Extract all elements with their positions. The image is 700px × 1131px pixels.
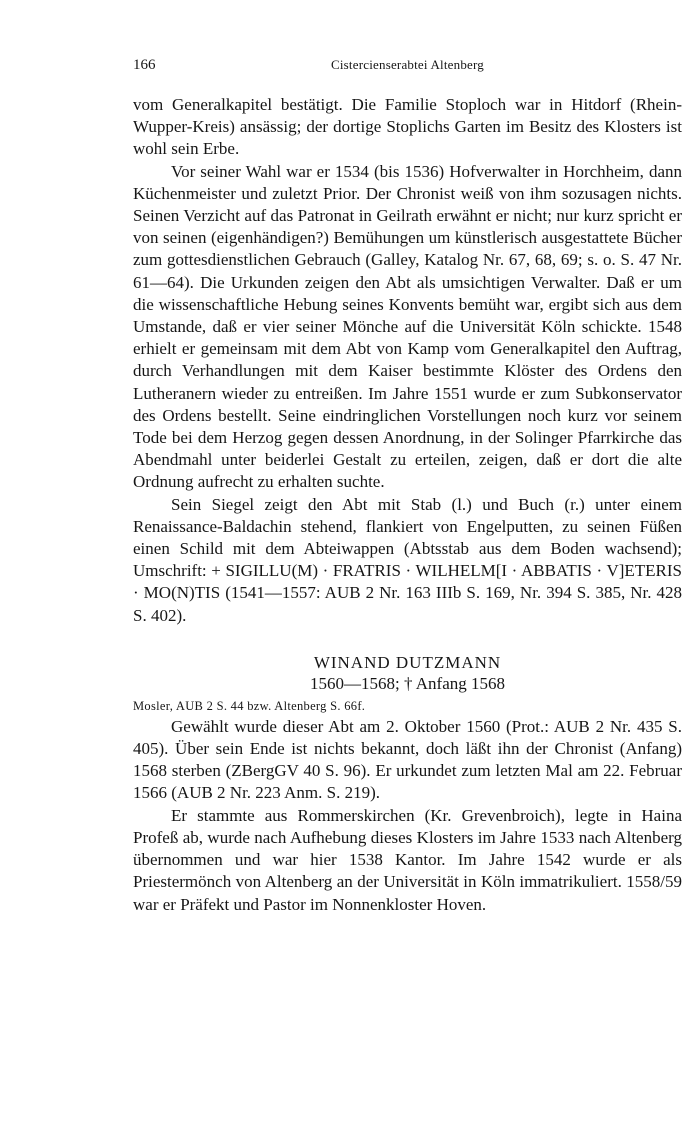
paragraph: vom Generalkapitel bestätigt. Die Familie Stoploch war in Hitdorf (Rhein-Wupper-Kreis) ansässig; der dortige Stoplichs Garten im Besitz des Klosters ist wohl sein Erbe. (133, 95, 682, 159)
page-body (133, 94, 682, 916)
paragraph: Vor seiner Wahl war er 1534 (bis 1536) Hofverwalter in Horchheim, dann Küchenmeister und zuletzt Prior. Der Chronist weiß von ihm sozusagen nichts. Seinen Verzicht auf das Patronat in Geilrath erwähnt er nicht; nur kurz spricht er von seinen (eigenhändigen?) Bemühungen um künstlerisch ausgestattete Bücher zum gottesdienstlichen Gebrauch (Galley, Katalog Nr. 67, 68, 69; s. o. S. 47 Nr. 61—64). Die Urkunden zeigen den Abt als umsichtigen Verwalter. Daß er um die wissenschaftliche Hebung seines Konvents bemüht war, ergibt sich aus dem Umstande, daß er vier seiner Mönche auf die Universität Köln schickte. 1548 erhielt er gemeinsam mit dem Abt von Kamp vom Generalkapitel den Auftrag, durch Verhandlungen mit dem Kaiser bestimmte Klöster des Ordens den Lutheranern wieder zu entreißen. Im Jahre 1551 wurde er zum Subkonservator des Ordens bestellt. Seine eindringlichen Vorstellungen noch kurz vor seinem Tode bei dem Herzog gegen dessen Anordnung, in der Solinger Pfarrkirche das Abendmahl unter beiderlei Gestalt zu erteilen, zeigen, daß er dort die alte Ordnung aufrecht zu erhalten suchte. (133, 161, 682, 492)
section-heading (133, 652, 682, 694)
abbot-dates: 1560—1568; † Anfang 1568 (309, 673, 506, 693)
source-note: Mosler, AUB 2 S. 44 bzw. Altenberg S. 66f. (133, 698, 366, 713)
abbot-name: WINAND DUTZMANN (313, 652, 502, 672)
book-page (133, 0, 682, 916)
paragraph: Er stammte aus Rommerskirchen (Kr. Grevenbroich), legte in Haina Profeß ab, wurde nach Aufhebung dieses Klosters im Jahre 1533 nach Altenberg übernommen und war hier 1538 Kantor. Im Jahre 1542 wurde er als Priestermönch von Altenberg an der Universität in Köln immatrikuliert. 1558/59 war er Präfekt und Pastor im Nonnenkloster Hoven. (133, 805, 682, 914)
running-head (133, 57, 682, 77)
paragraph: Gewählt wurde dieser Abt am 2. Oktober 1560 (Prot.: AUB 2 Nr. 435 S. 405). Über sein Ende ist nichts bekannt, doch läßt ihn der Chronist (Anfang) 1568 sterben (ZBergGV 40 S. 96). Er urkundet zum letzten Mal am 22. Februar 1566 (AUB 2 Nr. 223 Anm. S. 219). (133, 716, 682, 803)
page-number: 166 (133, 57, 156, 73)
paragraph: Sein Siegel zeigt den Abt mit Stab (l.) und Buch (r.) unter einem Renaissance-Baldachin stehend, flankiert von Engelputten, zu seinen Füßen einen Schild mit dem Abteiwappen (Abtsstab aus dem Boden wachsend); Umschrift: + SIGILLU(M) · FRATRIS · WILHELM[I · ABBATIS · V]ETERIS · MO(N)TIS (1541—1557: AUB 2 Nr. 163 IIIb S. 169, Nr. 394 S. 385, Nr. 428 S. 402). (133, 494, 682, 625)
running-title: Cistercienserabtei Altenberg (330, 57, 484, 72)
